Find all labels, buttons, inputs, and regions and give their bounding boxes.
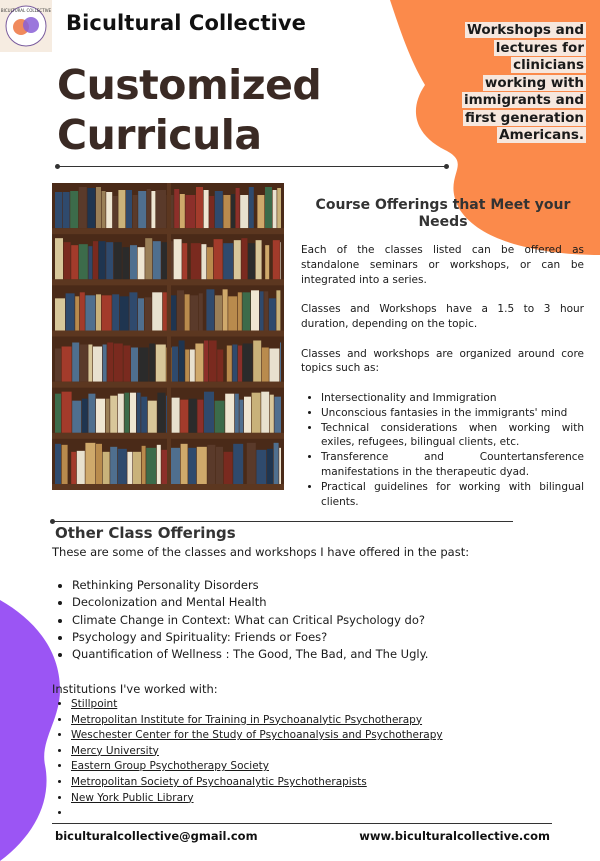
list-item xyxy=(71,697,443,713)
tagline-text: Workshops and lectures for clinicians working with immigrants and first generation Americans. xyxy=(463,22,584,143)
institution-link[interactable]: Mercy University xyxy=(71,744,159,757)
course-offerings-paragraph: Each of the classes listed can be offered as standalone seminars or workshops, or can be integrated into a series. xyxy=(301,244,584,286)
course-offerings-paragraph: Classes and workshops are organized around core topics such as: xyxy=(301,347,584,375)
course-offerings-heading: Course Offerings that Meet your Needs xyxy=(315,197,571,230)
institution-link[interactable]: Metropolitan Society of Psychoanalytic Psychotherapists xyxy=(71,775,367,788)
logo-icon xyxy=(0,0,52,52)
brand-name: Bicultural Collective xyxy=(66,11,307,35)
list-item: • Intersectionality and Immigration xyxy=(321,391,584,406)
course-offerings-body xyxy=(301,243,584,509)
list-item xyxy=(71,775,443,791)
institution-link[interactable]: Eastern Group Psychotherapy Society xyxy=(71,760,269,773)
list-item xyxy=(71,744,443,760)
footer-divider xyxy=(52,823,552,824)
core-topics-list xyxy=(301,391,584,509)
institution-link[interactable]: Stillpoint xyxy=(71,698,118,710)
list-item: • Practical guidelines for working with bilingual clients. xyxy=(321,480,584,510)
list-item: • Psychology and Spirituality: Friends or Foes? xyxy=(72,629,428,646)
institution-link[interactable]: Metropolitan Institute for Training in Psychoanalytic Psychotherapy xyxy=(71,713,423,726)
list-item: • Decolonization and Mental Health xyxy=(72,594,428,611)
list-item: • Quantification of Wellness : The Good, The Bad, and The Ugly. xyxy=(72,646,428,663)
other-offerings-heading: Other Class Offerings xyxy=(55,524,236,542)
list-item xyxy=(71,713,443,729)
list-item: • Technical considerations when working with exiles, refugees, bilingual clients, etc. xyxy=(321,421,584,451)
list-item: • Transference and Countertansference manifestations in the therapeutic dyad. xyxy=(321,450,584,480)
bookshelf-image xyxy=(52,183,284,490)
page-title xyxy=(57,60,321,160)
other-offerings-intro: These are some of the classes and workshops I have offered in the past: xyxy=(52,545,470,559)
list-item xyxy=(71,759,443,775)
course-offerings-paragraph: Classes and Workshops have a 1.5 to 3 hour duration, depending on the topic. xyxy=(301,303,584,330)
list-item: • Unconscious fantasies in the immigrants' mind xyxy=(321,406,584,421)
footer-email[interactable]: biculturalcollective@gmail.com xyxy=(55,829,258,843)
list-item xyxy=(71,791,443,807)
institution-link[interactable]: New York Public Library xyxy=(71,791,194,804)
institutions-heading: Institutions I've worked with: xyxy=(52,682,218,696)
list-item xyxy=(71,728,443,744)
tagline xyxy=(451,22,586,145)
title-line: Curricula xyxy=(57,111,262,159)
list-item: • Rethinking Personality Disorders xyxy=(72,577,428,594)
logo xyxy=(0,0,52,52)
title-divider xyxy=(57,166,447,167)
section-divider xyxy=(52,521,513,522)
other-offerings-list xyxy=(52,577,428,663)
title-line: Customized xyxy=(57,61,322,109)
footer-website[interactable]: www.biculturalcollective.com xyxy=(359,829,550,843)
institutions-list xyxy=(52,697,443,822)
logo-text: BICULTURAL COLLECTIVE xyxy=(0,8,52,13)
list-item xyxy=(71,806,443,822)
list-item: • Climate Change in Context: What can Critical Psychology do? xyxy=(72,612,428,629)
institution-link[interactable]: Weschester Center for the Study of Psychoanalysis and Psychotherapy xyxy=(71,729,443,742)
